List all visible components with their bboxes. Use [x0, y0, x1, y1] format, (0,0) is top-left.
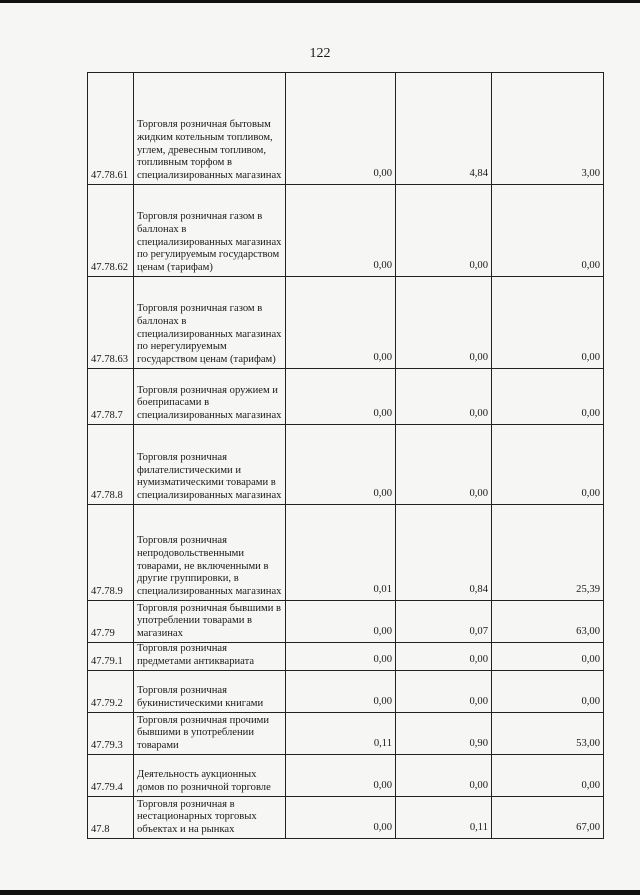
activity-name: Торговля розничная букинистическими книгами — [134, 671, 286, 713]
activity-code: 47.78.8 — [88, 425, 134, 505]
value-col-2: 0,84 — [396, 505, 492, 601]
value-col-3: 0,00 — [492, 185, 604, 277]
value-col-2: 0,90 — [396, 713, 492, 755]
value-col-2: 0,00 — [396, 755, 492, 797]
value-col-3: 0,00 — [492, 277, 604, 369]
value-col-1: 0,00 — [286, 643, 396, 671]
table-row — [88, 185, 604, 277]
activity-name: Торговля розничная филателистическими и нумизматическими товарами в специализированных магазинах — [134, 425, 286, 505]
activity-code: 47.78.63 — [88, 277, 134, 369]
value-col-2: 4,84 — [396, 73, 492, 185]
value-col-3: 63,00 — [492, 601, 604, 643]
value-col-3: 0,00 — [492, 755, 604, 797]
value-col-1: 0,00 — [286, 601, 396, 643]
value-col-1: 0,11 — [286, 713, 396, 755]
activity-code: 47.79 — [88, 601, 134, 643]
activity-code: 47.79.3 — [88, 713, 134, 755]
scan-edge-bottom — [0, 890, 640, 895]
value-col-3: 3,00 — [492, 73, 604, 185]
value-col-1: 0,00 — [286, 425, 396, 505]
activity-name: Торговля розничная предметами антиквариата — [134, 643, 286, 671]
activity-code: 47.8 — [88, 797, 134, 839]
activity-name: Торговля розничная бытовым жидким котельным топливом, углем, древесным топливом, топливным торфом в специализированных магазинах — [134, 73, 286, 185]
value-col-1: 0,00 — [286, 369, 396, 425]
value-col-2: 0,07 — [396, 601, 492, 643]
value-col-3: 0,00 — [492, 643, 604, 671]
activity-name: Торговля розничная непродовольственными товарами, не включенными в другие группировки, в специализированных магазинах — [134, 505, 286, 601]
activity-code: 47.78.62 — [88, 185, 134, 277]
activity-code: 47.78.61 — [88, 73, 134, 185]
table-row — [88, 505, 604, 601]
value-col-1: 0,00 — [286, 671, 396, 713]
value-col-1: 0,00 — [286, 185, 396, 277]
table-row — [88, 369, 604, 425]
table-row — [88, 713, 604, 755]
value-col-3: 25,39 — [492, 505, 604, 601]
value-col-1: 0,01 — [286, 505, 396, 601]
value-col-2: 0,00 — [396, 277, 492, 369]
activity-code: 47.78.7 — [88, 369, 134, 425]
table-row — [88, 797, 604, 839]
value-col-2: 0,00 — [396, 369, 492, 425]
activity-name: Торговля розничная бывшими в употреблении товарами в магазинах — [134, 601, 286, 643]
value-col-1: 0,00 — [286, 277, 396, 369]
activity-name: Торговля розничная газом в баллонах в специализированных магазинах по нерегулируемым государством ценам (тарифам) — [134, 277, 286, 369]
page-number: 122 — [309, 46, 331, 61]
value-col-3: 0,00 — [492, 671, 604, 713]
value-col-3: 0,00 — [492, 369, 604, 425]
table-row — [88, 671, 604, 713]
table-row — [88, 643, 604, 671]
table-row — [88, 425, 604, 505]
value-col-2: 0,00 — [396, 425, 492, 505]
value-col-2: 0,11 — [396, 797, 492, 839]
table-row — [88, 755, 604, 797]
classifier-table — [87, 72, 604, 839]
value-col-3: 0,00 — [492, 425, 604, 505]
table-row — [88, 277, 604, 369]
value-col-2: 0,00 — [396, 671, 492, 713]
activity-code: 47.78.9 — [88, 505, 134, 601]
value-col-1: 0,00 — [286, 797, 396, 839]
activity-name: Деятельность аукционных домов по розничной торговле — [134, 755, 286, 797]
value-col-3: 67,00 — [492, 797, 604, 839]
table-row — [88, 73, 604, 185]
value-col-1: 0,00 — [286, 755, 396, 797]
value-col-2: 0,00 — [396, 185, 492, 277]
activity-name: Торговля розничная в нестационарных торговых объектах и на рынках — [134, 797, 286, 839]
activity-code: 47.79.1 — [88, 643, 134, 671]
activity-name: Торговля розничная оружием и боеприпасами в специализированных магазинах — [134, 369, 286, 425]
value-col-3: 53,00 — [492, 713, 604, 755]
table-row — [88, 601, 604, 643]
activity-name: Торговля розничная газом в баллонах в специализированных магазинах по регулируемым государством ценам (тарифам) — [134, 185, 286, 277]
activity-code: 47.79.4 — [88, 755, 134, 797]
value-col-1: 0,00 — [286, 73, 396, 185]
activity-code: 47.79.2 — [88, 671, 134, 713]
scan-edge-top — [0, 0, 640, 3]
activity-name: Торговля розничная прочими бывшими в употреблении товарами — [134, 713, 286, 755]
value-col-2: 0,00 — [396, 643, 492, 671]
